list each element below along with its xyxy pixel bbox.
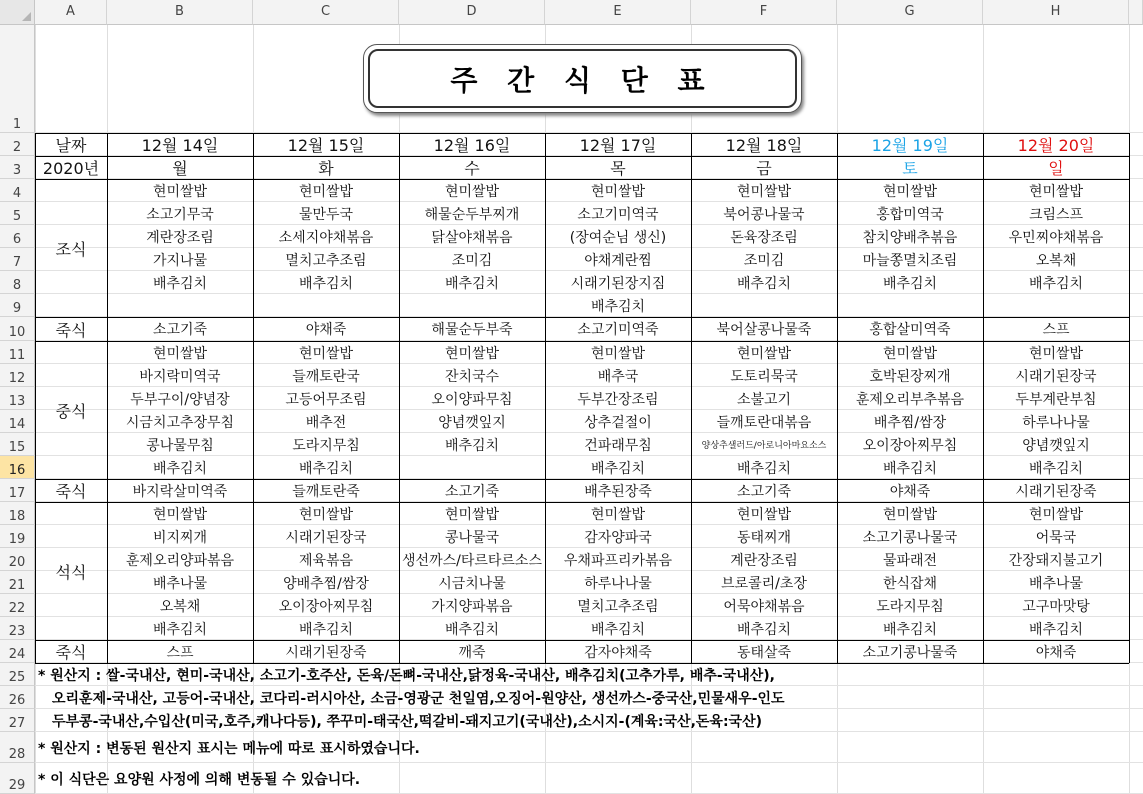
menu-cell: 북어콩나물국 [723,206,805,223]
menu-cell: 물만두국 [298,206,354,223]
row-header-6[interactable]: 6 [0,225,35,248]
menu-cell: 고구마맛탕 [1022,598,1090,615]
menu-cell: 현미쌀밥 [736,506,792,523]
weekday-header: 목 [610,159,626,178]
menu-cell: 배추김치 [298,460,354,477]
row-header-19[interactable]: 19 [0,525,35,548]
menu-cell: 어묵야채볶음 [723,598,805,615]
note-line: * 원산지 : 쌀-국내산, 현미-국내산, 소고기-호주산, 돈육/돈뼈-국내산,닭정육-국내산, 배추김치(고추가루, 배추-국내산), [38,667,775,684]
menu-cell: 소세지야채볶음 [278,229,374,246]
column-header-e[interactable]: E [545,0,691,25]
menu-cell: 비지찌개 [152,529,208,546]
menu-cell: 현미쌀밥 [882,506,938,523]
menu-cell: 도토리묵국 [730,368,798,385]
menu-cell: 배추국 [597,368,639,385]
menu-cell: 배추나물 [1028,575,1084,592]
date-label: 날짜 [55,136,87,155]
menu-cell [399,456,545,479]
menu-cell: 두부구이/양념장 [130,391,230,408]
menu-cell: 소고기무국 [146,206,214,223]
menu-cell: 양배추찜/쌈장 [283,575,369,592]
porridge-cell: 소고기콩나물죽 [862,644,958,661]
row-header-28[interactable]: 28 [0,732,35,763]
porridge-cell: 배추된장죽 [584,483,652,500]
porridge-cell: 홍합살미역죽 [869,322,951,338]
row-header-18[interactable]: 18 [0,502,35,525]
menu-cell: 두부계란부침 [1015,391,1097,408]
menu-cell: 훈제오리양파볶음 [125,552,235,569]
row-header-20[interactable]: 20 [0,548,35,571]
date-header: 12월 17일 [579,136,657,155]
row-header-23[interactable]: 23 [0,617,35,640]
section-border [35,317,1129,318]
porridge-cell: 스프 [1042,322,1070,338]
menu-cell: 배추김치 [444,437,500,454]
menu-cell: 양념깻잎지 [438,414,506,431]
weekday-header: 토 [902,159,918,178]
menu-cell: 계란장조림 [730,552,798,569]
select-all-corner[interactable] [0,0,35,25]
note-line: 두부콩-국내산,수입산(미국,호주,캐나다등), 쭈꾸미-태국산,떡갈비-돼지고기(국내산),소시지-(계육:국산,돈육:국산) [52,713,762,730]
menu-cell: 소불고기 [736,391,792,408]
menu-cell: 현미쌀밥 [882,345,938,362]
row-header-11[interactable]: 11 [0,341,35,364]
menu-cell: 배추김치 [882,621,938,638]
meal-label-porridge2: 죽식 [55,482,87,501]
menu-cell: 배추김치 [152,275,208,292]
porridge-cell: 들깨토란죽 [292,483,360,500]
menu-cell: 현미쌀밥 [882,183,938,200]
porridge-cell: 바지락살미역죽 [132,483,228,500]
row-header-14[interactable]: 14 [0,410,35,433]
row-header-21[interactable]: 21 [0,571,35,594]
table-border [545,133,546,663]
menu-cell: 닭살야채볶음 [431,229,513,246]
table-border [983,133,984,663]
menu-cell: 오이양파무침 [431,391,513,408]
menu-cell: 야채계란찜 [584,252,652,269]
row-header-3[interactable]: 3 [0,156,35,179]
row-header-5[interactable]: 5 [0,202,35,225]
date-header: 12월 19일 [871,136,949,155]
menu-cell: 배추김치 [882,275,938,292]
menu-cell: 홍합미역국 [876,206,944,223]
menu-cell: 양념깻잎지 [1022,437,1090,454]
porridge-cell: 시래기된장죽 [1015,483,1097,500]
table-border [837,133,838,663]
page-title: 주 간 식 단 표 [368,49,797,108]
menu-cell: 현미쌀밥 [444,506,500,523]
menu-cell: 해물순두부찌개 [424,206,520,223]
menu-cell: 우민찌야채볶음 [1008,229,1104,246]
menu-cell: 배추김치 [152,621,208,638]
menu-cell: 배추김치 [1028,621,1084,638]
menu-cell: 멸치고추조림 [285,252,367,269]
menu-cell: 현미쌀밥 [736,183,792,200]
menu-cell: 현미쌀밥 [1028,345,1084,362]
row-header-4[interactable]: 4 [0,179,35,202]
menu-cell: 현미쌀밥 [590,506,646,523]
menu-cell: 크림스프 [1028,206,1084,223]
row-header-22[interactable]: 22 [0,594,35,617]
row-header-24[interactable]: 24 [0,640,35,663]
table-border [1129,133,1130,663]
menu-cell: 배추김치 [444,275,500,292]
date-header: 12월 15일 [287,136,365,155]
menu-cell: 배추김치 [590,298,646,315]
menu-cell: 현미쌀밥 [590,345,646,362]
menu-cell [691,294,837,317]
table-border [35,133,36,663]
menu-cell: 계란장조림 [146,229,214,246]
menu-cell: 현미쌀밥 [298,183,354,200]
weekday-header: 수 [464,159,480,178]
section-border [35,502,1129,503]
menu-cell: 시래기된장국 [285,529,367,546]
table-border [399,133,400,663]
row-header-1[interactable]: 1 [0,25,35,133]
column-header-h[interactable]: H [983,0,1129,25]
column-header-b[interactable]: B [107,0,253,25]
column-header-a[interactable]: A [35,0,107,25]
menu-cell: 하루나나물 [584,575,652,592]
note-line: * 이 식단은 요양원 사정에 의해 변동될 수 있습니다. [38,771,361,788]
menu-cell: 배추김치 [298,275,354,292]
menu-cell: 시금치나물 [438,575,506,592]
menu-cell [837,294,983,317]
menu-cell: 현미쌀밥 [1028,183,1084,200]
table-border [691,133,692,663]
meal-label-porridge1: 죽식 [55,320,87,340]
menu-cell: 배추김치 [1028,460,1084,477]
column-header-c[interactable]: C [253,0,399,25]
row-header-12[interactable]: 12 [0,364,35,387]
menu-cell: 콩나물국 [444,529,500,546]
menu-cell: 배추전 [305,414,347,431]
menu-cell: (장여순님 생신) [569,229,667,246]
menu-cell: 시금치고추장무침 [125,414,235,431]
column-header-f[interactable]: F [691,0,837,25]
porridge-cell: 소고기죽 [444,483,500,500]
menu-cell: 현미쌀밥 [298,506,354,523]
menu-cell: 배추김치 [736,621,792,638]
year-label: 2020년 [42,159,100,178]
row-header-13[interactable]: 13 [0,387,35,410]
porridge-cell: 깨죽 [458,644,486,661]
menu-cell: 들깨토란국 [292,368,360,385]
menu-cell: 돈육장조림 [730,229,798,246]
menu-cell: 하루나나물 [1022,414,1090,431]
menu-cell: 감자양파국 [584,529,652,546]
row-header-16[interactable]: 16 [0,456,35,479]
menu-cell: 브로콜리/초장 [721,575,807,592]
menu-cell: 오이장아찌무침 [278,598,374,615]
menu-cell: 두부간장조림 [577,391,659,408]
menu-cell: 오복채 [1035,252,1077,269]
menu-cell: 배추김치 [590,460,646,477]
menu-cell: 호박된장찌개 [869,368,951,385]
porridge-cell: 야채죽 [305,322,347,338]
meal-label-breakfast: 조식 [55,239,87,259]
row-header-7[interactable]: 7 [0,248,35,271]
row-header-17[interactable]: 17 [0,479,35,502]
menu-cell: 조미김 [451,252,493,269]
menu-cell: 들깨토란대볶음 [716,414,812,431]
menu-cell: 도라지무침 [292,437,360,454]
date-header: 12월 16일 [433,136,511,155]
menu-cell: 양상추샐러드/아로니아마요소스 [701,441,827,451]
column-header-filler [1129,0,1143,25]
menu-cell: 배추김치 [590,621,646,638]
section-border [35,640,1129,641]
menu-cell: 배추김치 [736,460,792,477]
menu-cell: 제육볶음 [298,552,354,569]
menu-cell: 어묵국 [1035,529,1077,546]
menu-cell: 훈제오리부추볶음 [855,391,965,408]
menu-cell: 오복채 [159,598,201,615]
menu-cell: 조미김 [743,252,785,269]
weekday-header: 일 [1048,159,1064,178]
menu-cell: 시래기된장국 [1015,368,1097,385]
table-border [253,133,254,663]
menu-cell: 마늘쫑멸치조림 [862,252,958,269]
porridge-cell: 소고기죽 [736,483,792,500]
menu-cell: 동태찌개 [736,529,792,546]
weekday-header: 금 [756,159,772,178]
date-header: 12월 20일 [1017,136,1095,155]
menu-cell: 멸치고추조림 [577,598,659,615]
porridge-cell: 야채죽 [889,483,931,500]
porridge-cell: 북어살콩나물죽 [716,322,812,338]
menu-cell: 고등어무조림 [285,391,367,408]
title-box [363,44,802,113]
menu-cell: 간장돼지불고기 [1008,552,1104,569]
table-border [35,179,1129,180]
menu-cell: 콩나물무침 [146,437,214,454]
table-border [35,133,1129,134]
menu-cell: 배추김치 [882,460,938,477]
menu-cell [253,294,399,317]
section-border [35,341,1129,342]
menu-cell: 가지양파볶음 [431,598,513,615]
menu-cell: 현미쌀밥 [444,345,500,362]
menu-cell: 배추김치 [152,460,208,477]
row-header-26[interactable]: 26 [0,686,35,709]
porridge-cell: 동태살죽 [736,644,792,661]
menu-cell: 현미쌀밥 [152,345,208,362]
row-header-25[interactable]: 25 [0,663,35,686]
porridge-cell: 소고기미역죽 [577,322,659,338]
meal-label-porridge3: 죽식 [55,643,87,662]
menu-cell: 바지락미역국 [139,368,221,385]
menu-cell: 현미쌀밥 [1028,506,1084,523]
menu-cell: 배추김치 [736,275,792,292]
menu-cell: 배추김치 [298,621,354,638]
menu-cell: 도라지무침 [876,598,944,615]
row-header-2[interactable]: 2 [0,133,35,156]
menu-cell: 생선까스/타르타르소스 [402,552,542,569]
weekday-header: 화 [318,159,334,178]
column-header-g[interactable]: G [837,0,983,25]
menu-cell: 현미쌀밥 [590,183,646,200]
menu-cell: 배추김치 [1028,275,1084,292]
menu-cell: 소고기미역국 [577,206,659,223]
menu-cell: 현미쌀밥 [736,345,792,362]
menu-cell: 우채파프리카볶음 [563,552,673,569]
row-header-10[interactable]: 10 [0,317,35,341]
menu-cell: 배추나물 [152,575,208,592]
porridge-cell: 해물순두부죽 [431,322,513,338]
note-line: 오리훈제-국내산, 고등어-국내산, 코다리-러시아산, 소금-영광군 천일염,오징어-원양산, 생선까스-중국산,민물새우-인도 [52,690,785,707]
menu-cell: 한식잡채 [882,575,938,592]
porridge-cell: 소고기죽 [152,322,208,338]
porridge-cell: 야채죽 [1035,644,1077,661]
menu-cell: 배추김치 [444,621,500,638]
row-header-9[interactable]: 9 [0,294,35,317]
meal-label-dinner: 석식 [55,562,87,582]
meal-label-lunch: 중식 [55,401,87,421]
row-header-29[interactable]: 29 [0,763,35,794]
menu-cell [107,294,253,317]
menu-cell [983,294,1129,317]
menu-cell: 현미쌀밥 [444,183,500,200]
menu-cell: 상추겉절이 [584,414,652,431]
column-header-d[interactable]: D [399,0,545,25]
menu-cell: 배추찜/쌈장 [873,414,947,431]
menu-cell: 현미쌀밥 [152,183,208,200]
menu-cell: 시래기된장지짐 [570,275,666,292]
menu-cell: 가지나물 [152,252,208,269]
date-header: 12월 18일 [725,136,803,155]
menu-cell: 현미쌀밥 [152,506,208,523]
porridge-cell: 스프 [166,644,194,661]
menu-cell: 현미쌀밥 [298,345,354,362]
row-header-15[interactable]: 15 [0,433,35,456]
section-border [35,479,1129,480]
porridge-cell: 감자야채죽 [584,644,652,661]
row-header-8[interactable]: 8 [0,271,35,294]
menu-cell: 소고기콩나물국 [862,529,958,546]
note-line: * 원산지 : 변동된 원산지 표시는 메뉴에 따로 표시하였습니다. [38,740,420,757]
menu-cell [399,294,545,317]
menu-cell: 건파래무침 [584,437,652,454]
menu-cell: 물파래전 [882,552,938,569]
date-header: 12월 14일 [141,136,219,155]
menu-cell: 참치양배추볶음 [862,229,958,246]
menu-cell: 오이장아찌무침 [862,437,958,454]
menu-cell: 잔치국수 [444,368,500,385]
weekday-header: 월 [172,159,188,178]
row-header-27[interactable]: 27 [0,709,35,732]
porridge-cell: 시래기된장죽 [285,644,367,661]
table-border [35,156,1129,157]
table-border [107,133,108,663]
